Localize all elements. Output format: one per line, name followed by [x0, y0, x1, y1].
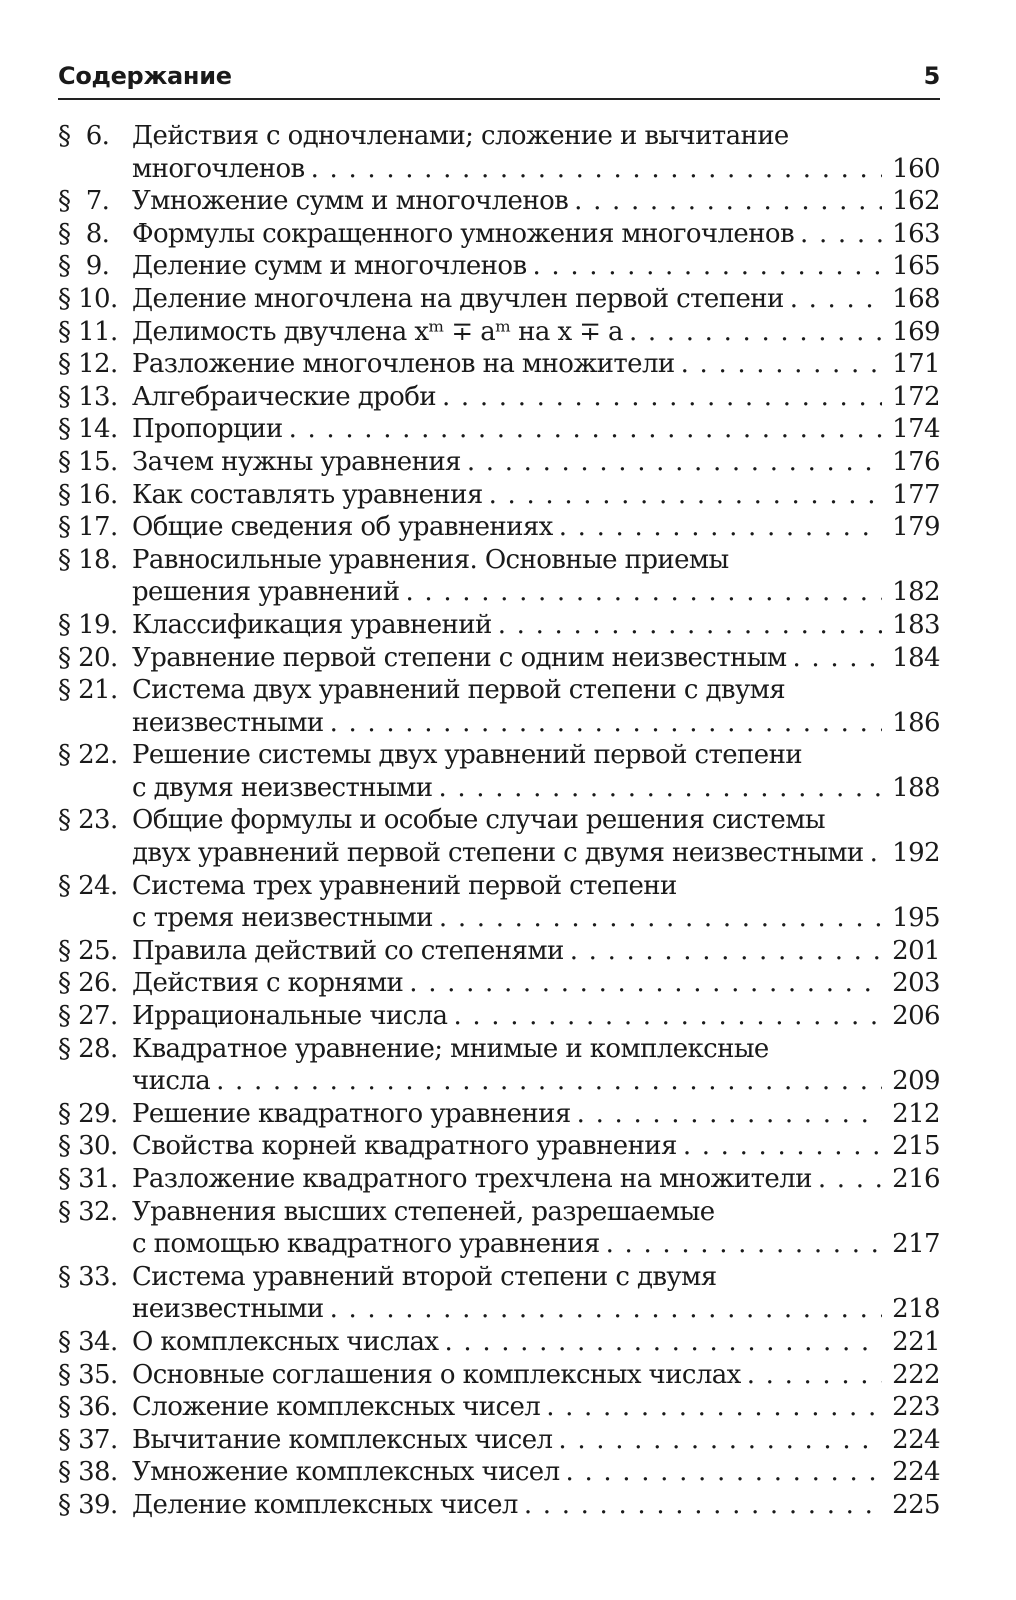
toc-entry: [58, 804, 940, 869]
dot-leader: [432, 772, 882, 805]
dot-leader: [400, 576, 883, 609]
entry-page-number: 160: [892, 153, 940, 184]
toc-entry: [58, 1196, 940, 1261]
entry-last-line: [132, 446, 940, 479]
dot-leader: [483, 479, 882, 512]
entry-body: [132, 413, 940, 446]
entry-body: [132, 348, 940, 381]
section-number: § 39.: [58, 1489, 118, 1520]
entry-last-line: [132, 1098, 940, 1131]
entry-page-number: 201: [892, 935, 940, 966]
entry-body: [132, 1424, 940, 1457]
entry-title-line: числа: [132, 1066, 211, 1097]
entry-body: [132, 1261, 940, 1326]
entry-title-line: Деление комплексных чисел: [132, 1489, 518, 1520]
entry-page-number: 168: [892, 283, 940, 314]
entry-title-line: Уравнения высших степеней, разрешаемые: [132, 1196, 715, 1227]
dot-leader: [675, 348, 882, 381]
entry-title-line: Система двух уравнений первой степени с двумя: [132, 675, 786, 706]
entry-page-number: 222: [892, 1359, 940, 1390]
entry-page-number: 179: [892, 512, 940, 543]
entry-body: [132, 381, 940, 414]
entry-body: [132, 870, 940, 935]
entry-last-line: [132, 479, 940, 512]
toc-entry: [58, 1359, 940, 1392]
section-number: § 26.: [58, 968, 118, 999]
section-number: § 33.: [58, 1261, 118, 1292]
entry-page-number: 188: [892, 772, 940, 803]
entry-body: [132, 544, 940, 609]
entry-last-line: [132, 576, 940, 609]
entry-body: [132, 1391, 940, 1424]
toc-entry: [58, 1326, 940, 1359]
section-number: § 15.: [58, 446, 118, 477]
entry-last-line: [132, 1391, 940, 1424]
toc-entry: [58, 739, 940, 804]
entry-title-line: Сложение комплексных чисел: [132, 1392, 541, 1423]
dot-leader: [461, 446, 882, 479]
toc-entry: [58, 446, 940, 479]
toc-entry: [58, 1424, 940, 1457]
section-number: § 12.: [58, 349, 118, 380]
section-number: § 24.: [58, 870, 118, 901]
dot-leader: [324, 707, 882, 740]
page: [58, 62, 940, 1522]
toc-entry: [58, 935, 940, 968]
entry-last-line: [132, 413, 940, 446]
entry-last-line: [132, 642, 940, 675]
entry-body: [132, 967, 940, 1000]
dot-leader: [553, 511, 882, 544]
entry-last-line: [132, 1130, 940, 1163]
entry-body: [132, 185, 940, 218]
toc-entry: [58, 674, 940, 739]
toc-entry: [58, 1261, 940, 1326]
entry-last-line: [132, 609, 940, 642]
entry-title-line: Свойства корней квадратного уравнения: [132, 1131, 677, 1162]
section-number: § 14.: [58, 414, 118, 445]
dot-leader: [677, 1130, 882, 1163]
entry-body: [132, 739, 940, 804]
entry-title-line: Формулы сокращенного умножения многочленов: [132, 218, 795, 249]
entry-title-line: Разложение квадратного трехчлена на множители: [132, 1164, 812, 1194]
entry-page-number: 183: [892, 609, 940, 640]
section-number: § 21.: [58, 675, 118, 706]
entry-page-number: 221: [892, 1326, 940, 1357]
dot-leader: [552, 1424, 882, 1457]
dot-leader: [305, 153, 882, 186]
entry-last-line: [132, 707, 940, 740]
entry-body: [132, 511, 940, 544]
dot-leader: [560, 1456, 882, 1489]
section-number: § 31.: [58, 1164, 118, 1194]
page-title: Содержание: [58, 62, 232, 90]
entry-page-number: 218: [892, 1294, 940, 1325]
entry-last-line: [132, 1293, 940, 1326]
dot-leader: [784, 283, 882, 316]
entry-title-line: Действия с корнями: [132, 968, 404, 999]
entry-page-number: 195: [892, 903, 940, 934]
entry-last-line: [132, 837, 940, 870]
section-number: § 37.: [58, 1424, 118, 1455]
toc-entry: [58, 1489, 940, 1522]
entry-title-line: с тремя неизвестными: [132, 903, 433, 934]
toc-entry: [58, 967, 940, 1000]
entry-title-line: Общие сведения об уравнениях: [132, 512, 553, 543]
entry-page-number: 224: [892, 1457, 940, 1488]
page-header: [58, 62, 940, 100]
dot-leader: [403, 967, 882, 1000]
toc-entry: [58, 381, 940, 414]
dot-leader: [492, 609, 882, 642]
dot-leader: [571, 1098, 882, 1131]
toc-entry: [58, 250, 940, 283]
toc-entry: [58, 1000, 940, 1033]
entry-title-line: Вычитание комплексных чисел: [132, 1424, 553, 1455]
dot-leader: [794, 218, 882, 251]
toc-entry: [58, 316, 940, 349]
section-number: § 10.: [58, 283, 118, 314]
entry-last-line: [132, 1456, 940, 1489]
toc-entry: [58, 120, 940, 185]
dot-leader: [433, 902, 882, 935]
dot-leader: [210, 1065, 882, 1098]
toc-entry: [58, 413, 940, 446]
dot-leader: [438, 1326, 882, 1359]
entry-title-line: Иррациональные числа: [132, 1001, 448, 1032]
toc-entry: [58, 218, 940, 251]
entry-title-line: Основные соглашения о комплексных числах: [132, 1359, 741, 1390]
dot-leader: [623, 316, 882, 349]
toc-entry: [58, 642, 940, 675]
entry-body: [132, 1489, 940, 1522]
entry-title-line: Равносильные уравнения. Основные приемы: [132, 544, 729, 575]
entry-title-line: Правила действий со степенями: [132, 935, 564, 966]
entry-last-line: [132, 902, 940, 935]
entry-page-number: 169: [892, 316, 940, 347]
entry-title-line: неизвестными: [132, 1294, 324, 1325]
entry-title-line: Система уравнений второй степени с двумя: [132, 1261, 717, 1292]
entry-title-line: Разложение многочленов на множители: [132, 349, 675, 380]
entry-title-line: с двумя неизвестными: [132, 772, 433, 803]
entry-last-line: [132, 1163, 940, 1196]
entry-body: [132, 218, 940, 251]
section-number: § 19.: [58, 609, 118, 640]
section-number: § 9.: [58, 251, 110, 282]
entry-last-line: [132, 218, 940, 251]
entry-body: [132, 642, 940, 675]
entry-last-line: [132, 185, 940, 218]
section-number: § 27.: [58, 1001, 118, 1032]
entry-page-number: 177: [892, 479, 940, 510]
entry-body: [132, 804, 940, 869]
entry-page-number: 163: [892, 218, 940, 249]
dot-leader: [864, 837, 882, 870]
dot-leader: [283, 413, 882, 446]
entry-page-number: 212: [892, 1098, 940, 1129]
dot-leader: [324, 1293, 882, 1326]
entry-title-line: Квадратное уравнение; мнимые и комплексные: [132, 1033, 769, 1064]
entry-page-number: 171: [892, 349, 940, 380]
entry-title-line: решения уравнений: [132, 577, 400, 608]
entry-body: [132, 283, 940, 316]
entry-title-line: Делимость двучлена xᵐ ∓ aᵐ на x ∓ a: [132, 316, 623, 347]
entry-title-line: Классификация уравнений: [132, 609, 492, 640]
section-number: § 28.: [58, 1033, 118, 1064]
entry-page-number: 223: [892, 1392, 940, 1423]
entry-body: [132, 1326, 940, 1359]
entry-title-line: неизвестными: [132, 707, 324, 738]
entry-body: [132, 446, 940, 479]
entry-title-line: многочленов: [132, 153, 305, 184]
section-number: § 38.: [58, 1457, 118, 1488]
entry-page-number: 216: [892, 1164, 940, 1194]
entry-body: [132, 1098, 940, 1131]
dot-leader: [540, 1391, 882, 1424]
toc-entry: [58, 479, 940, 512]
toc-entry: [58, 1130, 940, 1163]
toc-entry: [58, 870, 940, 935]
entry-body: [132, 1456, 940, 1489]
dot-leader: [741, 1359, 882, 1392]
dot-leader: [447, 1000, 882, 1033]
entry-title-line: Зачем нужны уравнения: [132, 446, 461, 477]
page-number: 5: [923, 62, 940, 90]
entry-title-line: Алгебраические дроби: [132, 381, 436, 412]
section-number: § 6.: [58, 121, 110, 151]
entry-last-line: [132, 250, 940, 283]
entry-title-line: с помощью квадратного уравнения: [132, 1229, 600, 1260]
dot-leader: [564, 935, 882, 968]
entry-body: [132, 479, 940, 512]
toc-entry: [58, 283, 940, 316]
entry-title-line: Деление сумм и многочленов: [132, 251, 527, 282]
entry-page-number: 162: [892, 186, 940, 217]
dot-leader: [527, 250, 883, 283]
dot-leader: [787, 642, 883, 675]
entry-body: [132, 609, 940, 642]
entry-body: [132, 1000, 940, 1033]
entry-title-line: Как составлять уравнения: [132, 479, 483, 510]
section-number: § 20.: [58, 642, 118, 673]
entry-page-number: 192: [892, 838, 940, 869]
entry-last-line: [132, 1228, 940, 1261]
entry-last-line: [132, 316, 940, 349]
entry-title-line: Деление многочлена на двучлен первой степени: [132, 283, 784, 314]
entry-last-line: [132, 967, 940, 1000]
section-number: § 7.: [58, 186, 110, 217]
section-number: § 32.: [58, 1196, 118, 1227]
entry-last-line: [132, 1489, 940, 1522]
entry-body: [132, 1359, 940, 1392]
entry-title-line: Пропорции: [132, 414, 283, 445]
section-number: § 35.: [58, 1359, 118, 1390]
dot-leader: [568, 185, 882, 218]
entry-title-line: Действия с одночленами; сложение и вычитание: [132, 121, 789, 151]
section-number: § 13.: [58, 381, 118, 412]
entry-body: [132, 1163, 940, 1196]
entry-title-line: Общие формулы и особые случаи решения системы: [132, 805, 825, 836]
entry-body: [132, 935, 940, 968]
entry-title-line: Система трех уравнений первой степени: [132, 870, 677, 901]
dot-leader: [436, 381, 882, 414]
toc-entry: [58, 348, 940, 381]
toc-entry: [58, 1033, 940, 1098]
toc-entry: [58, 1098, 940, 1131]
entry-last-line: [132, 1424, 940, 1457]
entry-last-line: [132, 1065, 940, 1098]
dot-leader: [812, 1163, 882, 1196]
entry-page-number: 182: [892, 577, 940, 608]
entry-body: [132, 316, 940, 349]
entry-body: [132, 674, 940, 739]
section-number: § 29.: [58, 1098, 118, 1129]
dot-leader: [600, 1228, 882, 1261]
entry-page-number: 176: [892, 446, 940, 477]
entry-page-number: 217: [892, 1229, 940, 1260]
toc-entry: [58, 511, 940, 544]
section-number: § 8.: [58, 218, 110, 249]
section-number: § 25.: [58, 935, 118, 966]
entry-page-number: 206: [892, 1001, 940, 1032]
section-number: § 18.: [58, 544, 118, 575]
entry-title-line: Умножение комплексных чисел: [132, 1457, 560, 1488]
toc-entry: [58, 1391, 940, 1424]
entry-last-line: [132, 772, 940, 805]
entry-last-line: [132, 1359, 940, 1392]
toc-entry: [58, 1163, 940, 1196]
entry-title-line: Уравнение первой степени с одним неизвестным: [132, 642, 787, 673]
entry-last-line: [132, 935, 940, 968]
entry-page-number: 224: [892, 1424, 940, 1455]
entry-page-number: 174: [892, 414, 940, 445]
section-number: § 16.: [58, 479, 118, 510]
entry-page-number: 186: [892, 707, 940, 738]
section-number: § 36.: [58, 1392, 118, 1423]
section-number: § 22.: [58, 740, 118, 771]
entry-page-number: 209: [892, 1066, 940, 1097]
dot-leader: [518, 1489, 882, 1522]
entry-page-number: 203: [892, 968, 940, 999]
entry-title-line: О комплексных числах: [132, 1326, 439, 1357]
entry-last-line: [132, 511, 940, 544]
table-of-contents: [58, 120, 940, 1522]
entry-page-number: 215: [892, 1131, 940, 1162]
section-number: § 23.: [58, 805, 118, 836]
entry-body: [132, 250, 940, 283]
entry-page-number: 225: [892, 1489, 940, 1520]
toc-entry: [58, 544, 940, 609]
section-number: § 17.: [58, 512, 118, 543]
entry-last-line: [132, 348, 940, 381]
entry-body: [132, 120, 940, 185]
entry-title-line: Умножение сумм и многочленов: [132, 186, 569, 217]
section-number: § 30.: [58, 1131, 118, 1162]
entry-last-line: [132, 1326, 940, 1359]
entry-last-line: [132, 1000, 940, 1033]
entry-title-line: двух уравнений первой степени с двумя неизвестными: [132, 838, 864, 869]
toc-entry: [58, 185, 940, 218]
section-number: § 34.: [58, 1326, 118, 1357]
entry-body: [132, 1196, 940, 1261]
toc-entry: [58, 609, 940, 642]
entry-body: [132, 1130, 940, 1163]
entry-last-line: [132, 153, 940, 186]
entry-title-line: Решение квадратного уравнения: [132, 1098, 571, 1129]
entry-page-number: 165: [892, 251, 940, 282]
entry-title-line: Решение системы двух уравнений первой степени: [132, 740, 803, 771]
entry-last-line: [132, 283, 940, 316]
entry-last-line: [132, 381, 940, 414]
toc-entry: [58, 1456, 940, 1489]
entry-body: [132, 1033, 940, 1098]
entry-page-number: 172: [892, 381, 940, 412]
entry-page-number: 184: [892, 642, 940, 673]
section-number: § 11.: [58, 316, 118, 347]
